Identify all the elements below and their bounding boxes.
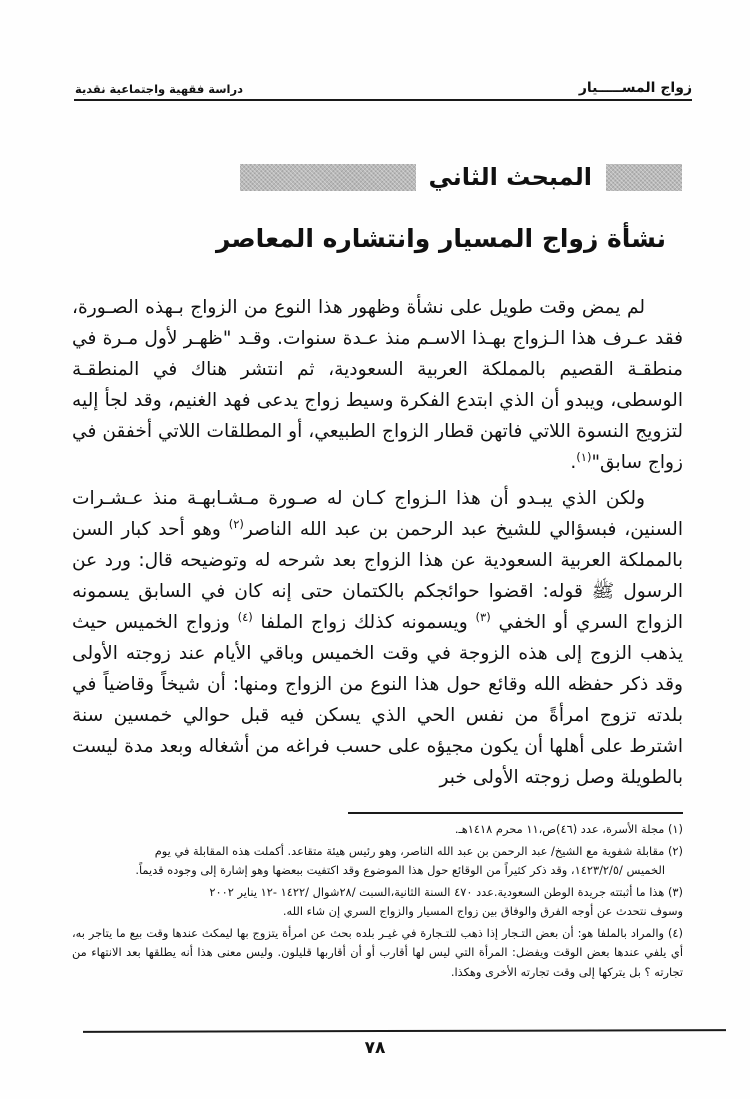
paragraph-text: .: [570, 452, 577, 473]
footnote-ref[interactable]: (٣): [475, 609, 491, 624]
running-header: [75, 66, 692, 96]
paragraph-text: وزواج الخميس حيث يذهب الزوج إلى هذه الزوجة في وقت الخميس وباقي الأيام عند زوجته الأولى وقد ذكر حفظه الله وقائع حول هذا النوع من الزواج ومنها: أن شيخاً وقاضياً في بلدته تزوج امرأةً من نفس الحي الذي يسكن فيه قبل حوالي خمسين سنة اشترط على أهلها أن يكون مجيؤه على حسب فراغه من أشغاله وبعد مدة ليست بالطويلة وصل زوجته الأولى خبر: [72, 612, 683, 788]
paragraph: [72, 483, 683, 793]
footnote-ref[interactable]: (٤): [237, 609, 253, 624]
footnote-ref[interactable]: (٢): [228, 516, 244, 531]
paragraph-text: لم يمض وقت طويل على نشأة وظهور هذا النوع من الزواج بـهذه الصـورة، فقد عـرف هذا الـزواج بهـذا الاسـم منذ عـدة سنوات. وقـد "ظهـر لأول مـرة في منطقـة القصيم بالمملكة العربية السعودية، ثم انتشر هناك في المنطقـة الوسطى، ويبدو أن الذي ابتدع الفكرة وسيط زواج يدعى فهد الغنيم، وقد لجأ إليه لتزويج النسوة اللاتي فاتهن قطار الزواج الطبيعي، أو المطلقات اللاتي أخفقن في زواج سابق": [72, 297, 683, 473]
footnote-text: (١) مجلة الأسرة، عدد (٤٦)ص،١١ محرم ١٤١٨هـ.: [454, 822, 683, 836]
footnote-ref[interactable]: (١): [576, 449, 592, 464]
paragraph-text: ولكن الذي يبـدو أن هذا الـزواج كـان له صـورة مـشـابهـة منذ عـشـرات السنين، فبسؤالي للشيخ عبد الرحمن بن عبد الله الناصر: [72, 488, 683, 540]
footnote-text: (٤) والمراد بالملفا هو: أن بعض التـجار إذا ذهب للتـجارة في غيـر بلده بحث عن امرأة يتزوج بها ليمكث عندها وقت بيع ما يتاجر به، أي يلفي عندها بعض الوقت ويفضل: المرأة التي ليس لها أقارب أو أن أقاربها قليلون. وليس معنى هذا أنه يطلقها بعد الانتهاء من تجارته ؟ بل يتركها إلى وقت تجارته الأخرى وهكذا.: [72, 925, 683, 979]
paragraph: [72, 292, 683, 478]
header-rule: [74, 99, 692, 101]
section-label: المبحث الثاني: [428, 163, 592, 191]
footer-rule: [83, 1029, 726, 1033]
footnote-separator: [348, 812, 683, 814]
footnote-3: [72, 883, 683, 922]
section-heading: [240, 155, 682, 199]
footnote-text: (٣) هذا ما أثبتته جريدة الوطن السعودية.عدد ٤٧٠ السنة الثانية،السبت /٢٨شوال /١٤٢٢ -١٢ يناير ٢٠٠٢: [209, 884, 683, 899]
footnote-4: [72, 924, 683, 983]
paragraph-text: ويسمونه كذلك زواج الملفا: [252, 612, 476, 633]
shaded-bar-right: [606, 164, 682, 191]
footnotes: [72, 820, 683, 984]
shaded-bar-left: [240, 164, 416, 191]
footnote-text: (٢) مقابلة شفوية مع الشيخ/ عبد الرحمن بن عبد الله الناصر، وهو رئيس هيئة متقاعد. أكملت هذه المقابلة في يوم: [154, 843, 683, 858]
running-header-book-title: زواج المســـــيار: [578, 80, 692, 96]
body-text: [72, 292, 683, 798]
paragraph-text: وهو أحد كبار السن بالمملكة العربية السعودية عن هذا الزواج بعد شرحه له وتوضيحه قال: ورد عن الرسول ﷺ قوله: اقضوا حوائجكم بالكتمان حتى إنه كان في السابق يسمونه الزواج السري أو الخفي: [72, 519, 683, 633]
footnote-text-continued: وسوف نتحدث عن أوجه الفرق والوفاق بين زواج المسيار والزواج السري إن شاء الله.: [282, 904, 683, 918]
footnote-text-continued: الخميس /١٤٢٣/٢/٥، وقد ذكر كثيراً من الوقائع حول هذا الموضوع وقد اكتفيت ببعضها وهو إشارة إلى وجوده قديماً.: [135, 863, 665, 877]
footnote-2: [72, 842, 683, 881]
footnote-1: [72, 820, 683, 840]
page-number: ٧٨: [364, 1038, 386, 1058]
running-header-subtitle: دراسة فقهية واجتماعية نقدية: [75, 82, 243, 96]
chapter-title: نشأة زواج المسيار وانتشاره المعاصر: [215, 224, 667, 253]
